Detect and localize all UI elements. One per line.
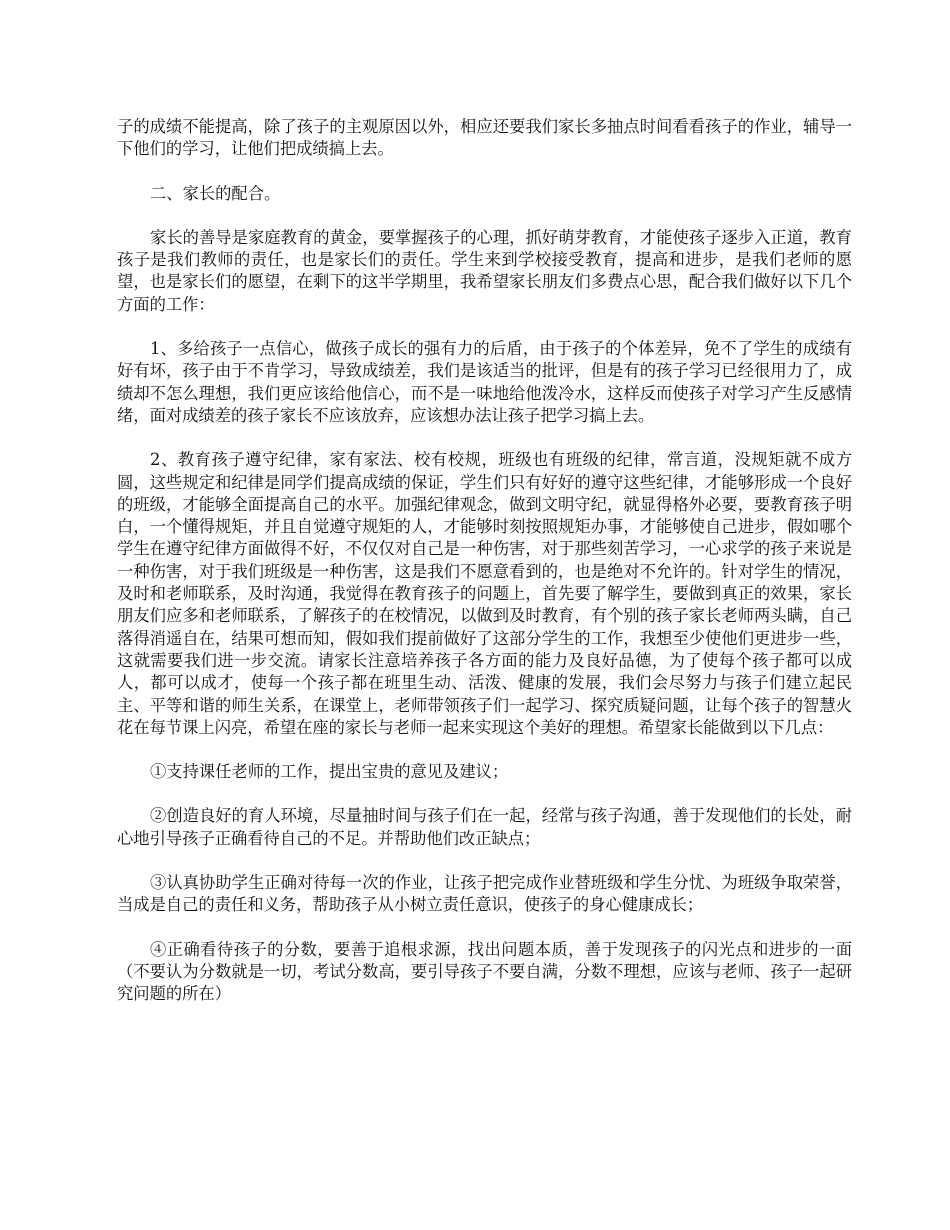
list-item-4: ④正确看待孩子的分数，要善于追根求源，找出问题本质，善于发现孩子的闪光点和进步的一面（不要认为分数就是一切，考试分数高，要引导孩子不要自满，分数不理想，应该与老师、孩子一起研究问题的所在）: [117, 939, 852, 1004]
paragraph-continuation: 子的成绩不能提高，除了孩子的主观原因以外，相应还要我们家长多抽点时间看看孩子的作业，辅导一下他们的学习，让他们把成绩搞上去。: [117, 117, 852, 159]
list-item-2: ②创造良好的育人环境，尽量抽时间与孩子们在一起，经常与孩子沟通，善于发现他们的长处，耐心地引导孩子正确看待自己的不足。并帮助他们改正缺点；: [117, 806, 852, 848]
section-heading-parent-cooperation: 二、家长的配合。: [150, 183, 281, 203]
document-page: [117, 116, 852, 1028]
list-item-1: ①支持课任老师的工作，提出宝贵的意见及建议；: [150, 762, 509, 782]
paragraph-point-1: 1、多给孩子一点信心，做孩子成长的强有力的后盾，由于孩子的个体差异，免不了学生的成绩有好有坏，孩子由于不肯学习，导致成绩差，我们是该适当的批评，但是有的孩子学习已经很用力了，成绩却不怎么理想，我们更应该给他信心，而不是一味地给他泼冷水，这样反而使孩子对学习产生反感情绪，面对成绩差的孩子家长不应该放弃，应该想办法让孩子把学习搞上去。: [117, 339, 852, 425]
paragraph-point-2: 2、教育孩子遵守纪律，家有家法、校有校规，班级也有班级的纪律，常言道，没规矩就不成方圆，这些规定和纪律是同学们提高成绩的保证，学生们只有好好的遵守这些纪律，才能够形成一个良好的班级，才能够全面提高自己的水平。加强纪律观念，做到文明守纪，就显得格外必要，要教育孩子明白，一个懂得规矩，并且自觉遵守规矩的人，才能够时刻按照规矩办事，才能够使自己进步，假如哪个学生在遵守纪律方面做得不好，不仅仅对自己是一种伤害，对于那些刻苦学习，一心求学的孩子来说是一种伤害，对于我们班级是一种伤害，这是我们不愿意看到的，也是绝对不允许的。针对学生的情况，及时和老师联系，及时沟通，我觉得在教育孩子的问题上，首先要了解学生，要做到真正的效果，家长朋友们应多和老师联系，了解孩子的在校情况，以做到及时教育，有个别的孩子家长老师两头瞒，自己落得消遥自在，结果可想而知，假如我们提前做好了这部分学生的工作，我想至少使他们更进步一些，这就需要我们进一步交流。请家长注意培养孩子各方面的能力及良好品德，为了使每个孩子都可以成人，都可以成才，使每一个孩子都在班里生动、活泼、健康的发展，我们会尽努力与孩子们建立起民主、平等和谐的师生关系，在课堂上，老师带领孩子们一起学习、探究质疑问题，让每个孩子的智慧火花在每节课上闪亮，希望在座的家长与老师一起来实现这个美好的理想。希望家长能做到以下几点：: [117, 450, 852, 737]
paragraph-intro: 家长的善导是家庭教育的黄金，要掌握孩子的心理，抓好萌芽教育，才能使孩子逐步入正道，教育孩子是我们教师的责任，也是家长们的责任。学生来到学校接受教育，提高和进步，是我们老师的愿望，也是家长们的愿望，在剩下的这半学期里，我希望家长朋友们多费点心思，配合我们做好以下几个方面的工作：: [117, 227, 852, 314]
list-item-3: ③认真协助学生正确对待每一次的作业，让孩子把完成作业替班级和学生分忧、为班级争取荣誉，当成是自己的责任和义务，帮助孩子从小树立责任意识，使孩子的身心健康成长；: [117, 873, 852, 915]
